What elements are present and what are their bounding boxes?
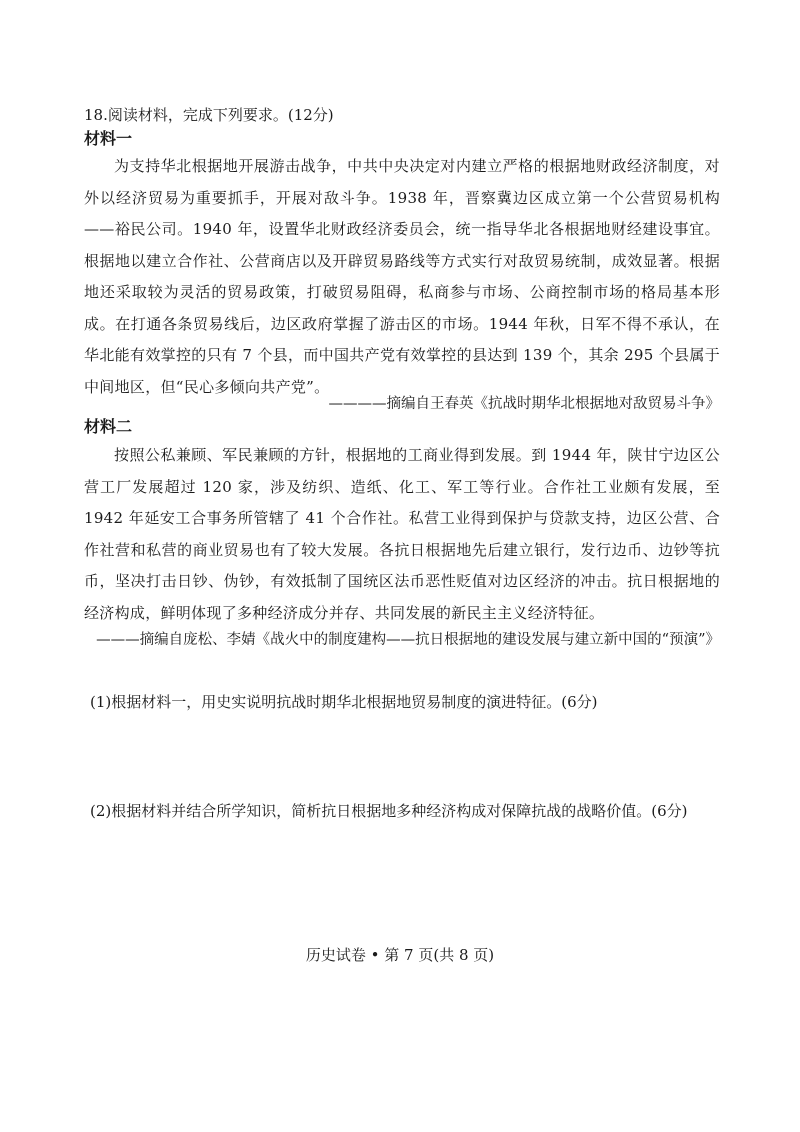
material-1-source: ————摘编自王春英《抗战时期华北根据地对敌贸易斗争》 — [328, 396, 720, 412]
material-2-title: 材料二 — [84, 417, 133, 436]
sub-question-2: (2)根据材料并结合所学知识，简析抗日根据地多种经济构成对保障抗战的战略价值。(6分) — [90, 802, 688, 820]
material-1-body: 为支持华北根据地开展游击战争，中共中央决定对内建立严格的根据地财政经济制度，对外以经济贸易为重要抓手，开展对敌斗争。1938 年，晋察冀边区成立第一个公营贸易机构——裕民公司。1940 年，设置华北财政经济委员会，统一指导华北各根据地财经建设事宜。根据地以建立合作社、公营商店以及开辟贸易路线等方式实行对敌贸易统制，成效显著。根据地还采取较为灵活的贸易政策，打破贸易阻碍，私商参与市场、公商控制市场的格局基本形成。在打通各条贸易线后，边区政府掌握了游击区的市场。1944 年秋，日军不得不承认，在华北能有效掌控的只有 7 个县，而中国共产党有效掌控的县达到 139 个，其余 295 个县属于中间地区，但“民心多倾向共产党”。 — [84, 157, 720, 396]
question-header: 18.阅读材料，完成下列要求。(12分) — [84, 106, 334, 124]
page-footer: 历史试卷 • 第 7 页(共 8 页) — [305, 946, 495, 964]
material-2-body: 按照公私兼顾、军民兼顾的方针，根据地的工商业得到发展。到 1944 年，陕甘宁边区公营工厂发展超过 120 家，涉及纺织、造纸、化工、军工等行业。合作社工业颇有发展，至 1942 年延安工合事务所管辖了 41 个合作社。私营工业得到保护与贷款支持，边区公营、合作社营和私营的商业贸易也有了较大发展。各抗日根据地先后建立银行，发行边币、边钞等抗币，坚决打击日钞、伪钞，有效抵制了国统区法币恶性贬值对边区经济的冲击。抗日根据地的经济构成，鲜明体现了多种经济成分并存、共同发展的新民主主义经济特征。 — [84, 446, 720, 622]
sub-question-1: (1)根据材料一，用史实说明抗战时期华北根据地贸易制度的演进特征。(6分) — [90, 693, 598, 711]
material-2-source: ———摘编自庞松、李婧《战火中的制度建构——抗日根据地的建设发展与建立新中国的“预演”》 — [96, 632, 720, 648]
material-1-title: 材料一 — [84, 129, 133, 148]
